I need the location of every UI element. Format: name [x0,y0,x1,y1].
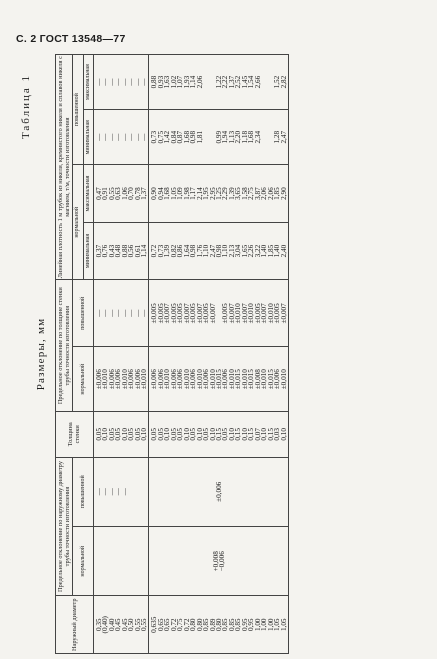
cell-value: 1,54 [247,75,256,89]
cell-value: 0,93 [156,75,165,89]
cell-value: — [139,78,148,86]
cell-value: 1,68 [163,187,172,200]
cell-list [93,110,149,165]
dimensions-table [55,54,289,654]
cell-value: ±0,010 [266,303,275,324]
cell-value: ±0,006 [176,369,185,390]
cell-value: ±0,006 [150,369,159,390]
cell-value: 0,50 [127,618,136,632]
cell-value: ±0,015 [247,369,256,390]
cell-value: ±0,005 [169,303,178,324]
cell-value: 0,43 [107,244,116,258]
cell-value: 0,15 [247,428,256,441]
cell-value: 1,05 [273,618,282,632]
cell-value: ±0,006 [221,369,230,390]
cell-value: ±0,010 [120,369,129,390]
cell-value: 0,48 [114,244,123,258]
cell-value: — [114,133,123,141]
cell-list [93,412,149,458]
cell-value: 0,72 [182,618,191,632]
cell-value: 1,28 [273,130,282,144]
cell-value: — [107,488,116,496]
cell-value: ±0,005 [189,303,198,324]
cell-value: ±0,005 [253,303,262,324]
cell-value: 1,39 [163,244,172,258]
cell-value: 0,84 [169,130,178,144]
cell-value: 0,05 [127,428,136,441]
cell-value: ±0,010 [163,369,172,390]
cell-value: ±0,007 [195,303,204,324]
cell-value: 0,95 [247,618,256,632]
cell-value: 0,10 [195,428,204,441]
cell-value: ±0,010 [247,303,256,324]
cell-value: — [120,488,129,496]
cell-value: ±0,006 [202,369,211,390]
cell-value: — [107,133,116,141]
cell-value: ±0,010 [260,369,269,390]
col-incr-min: минимальная [83,110,93,165]
col-density-normal: нормальной [73,165,83,280]
cell-value: 1,05 [279,618,288,632]
cell-value: ±0,015 [234,369,243,390]
cell-value: — [127,78,136,86]
col-wall-normal: нормальной [73,347,93,412]
cell-list [93,457,149,526]
cell-value: 0,94 [156,187,165,200]
cell-value: 0,78 [133,187,142,200]
cell-value: — [139,133,148,141]
cell-value: 1,17 [189,187,198,200]
cell-list [93,165,149,223]
cell-value: ±0,006 [133,369,142,390]
cell-value: 1,05 [169,187,178,200]
cell-value: ±0,007 [182,303,191,324]
cell-value: 0,15 [214,428,223,441]
cell-value: 1,40 [260,244,269,258]
cell-value: 0,10 [163,428,172,441]
cell-value: — [127,309,136,317]
cell-value: 0,05 [169,428,178,441]
cell-value: ±0,007 [240,303,249,324]
cell-value: 2,47 [279,130,288,144]
cell-value: ±0,007 [163,303,172,324]
cell-value: 0,73 [156,244,165,258]
cell-value: 1,07 [176,75,185,89]
cell-value: 1,76 [195,244,204,258]
cell-value: 0,05 [156,428,165,441]
col-incr-max: максимальная [83,55,93,110]
cell-value: 1,18 [240,130,249,144]
cell-value: 1,85 [266,244,275,258]
cell-value: 1,00 [266,618,275,632]
cell-value: 0,05 [150,428,159,441]
cell-value: 1,22 [214,75,223,89]
cell-list [149,222,289,280]
cell-value: ±0,010 [101,369,110,390]
cell-value: 1,13 [227,130,236,144]
cell-value: 3,87 [253,187,262,200]
cell-value: 0,91 [101,187,110,200]
cell-value: 1,42 [163,130,172,144]
cell-value: 0,10 [139,428,148,441]
cell-value: 2,40 [279,244,288,258]
cell-value: 1,64 [182,244,191,258]
cell-value: 1,14 [189,75,198,89]
cell-value: ±0,006 [94,369,103,390]
cell-value: — [120,309,129,317]
cell-value: 1,06 [120,187,129,200]
cell-value: 2,47 [208,244,217,258]
cell-value: 0,98 [189,130,198,144]
cell-list [149,596,289,654]
cell-value: 0,98 [214,244,223,258]
col-wall: Толщина стенки [56,412,94,458]
cell-value: 0,10 [208,428,217,441]
cell-value: 1,94 [221,130,230,144]
cell-value: 0,86 [176,244,185,258]
cell-value: — [94,309,103,317]
cell-value: 1,81 [195,130,204,144]
cell-value: ±0,010 [227,369,236,390]
col-outer-increased: повышенной [73,457,93,526]
cell-list [149,412,289,458]
cell-value: 1,37 [139,187,148,200]
cell-value: 2,06 [195,75,204,89]
cell-value: 0,10 [279,428,288,441]
cell-list [149,280,289,347]
cell-value: ±0,005 [221,303,230,324]
cell-value: 1,98 [182,187,191,200]
cell-value: ±0,006 [189,369,198,390]
cell-value: 0,80 [189,618,198,632]
cell-value: 1,52 [273,75,282,89]
col-density: Линейная плотность 1 м трубок из никеля, кремнистого никеля и сплавов никеля с магнием, т/м, точности изготовления [57,56,72,279]
cell-value: ±0,005 [150,303,159,324]
cell-value: 0,65 [156,618,165,632]
cell-value: 1,40 [273,244,282,258]
cell-value: 2,90 [279,187,288,200]
cell-value: 2,06 [260,187,269,200]
cell-multiline: +0,008 −0,006 [149,527,289,596]
table-row-group-2 [149,55,289,654]
col-normal-max: максимальная [83,165,93,223]
cell-value: ±0,007 [208,303,217,324]
cell-value: ±0,010 [234,303,243,324]
cell-value: 1,58 [240,187,249,200]
cell-value: 0,75 [156,130,165,144]
cell-value: ±0,010 [240,369,249,390]
cell-value: — [133,133,142,141]
cell-value: — [101,78,110,86]
cell-value: ±0,006 [156,369,165,390]
cell-value: 0,75 [176,618,185,632]
cell-value: 1,95 [202,187,211,200]
cell-value: — [107,309,116,317]
cell-value: — [94,133,103,141]
cell-value: 1,63 [163,75,172,89]
col-outer-deviation: Предельное отклонение по наружному диаметру трубы точности изготовления [56,457,73,596]
cell-value: 0,55 [133,618,142,632]
cell-value: 1,37 [227,75,236,89]
cell-value: 1,09 [176,187,185,200]
cell-value: 0,15 [266,428,275,441]
cell-value: 0,05 [114,428,123,441]
cell-value: — [133,309,142,317]
cell-value: 2,26 [247,244,256,258]
cell-value: 2,34 [253,130,262,144]
cell-value: 3,65 [234,187,243,200]
cell-value: 0,40 [107,618,116,632]
col-wall-increased: повышенной [73,280,93,347]
cell-value: 0,89 [208,618,217,632]
cell-value: 0,65 [163,618,172,632]
cell-value: 2,95 [208,187,217,200]
cell-value: 0,03 [273,428,282,441]
cell-value: 0,61 [133,244,142,258]
cell-value: — [120,78,129,86]
cell-value: — [94,78,103,86]
cell-value: — [101,133,110,141]
cell-value: 1,65 [240,244,249,258]
cell-list [93,280,149,347]
cell-value: 0,99 [214,130,223,144]
cell-value: 2,29 [221,187,230,200]
col-outer-diameter: Наружный диаметр [56,596,94,654]
col-density-increased: повышенной [73,55,83,165]
cell-value: 0,15 [234,428,243,441]
cell-value: 2,06 [266,187,275,200]
cell-value: 3,04 [234,244,243,258]
cell-value: — [133,78,142,86]
cell-value: 0,80 [195,618,204,632]
cell-value: 0,05 [94,428,103,441]
cell-list [149,165,289,223]
cell-value: 0,37 [94,244,103,258]
cell-value: — [94,488,103,496]
cell-value: 0,88 [150,75,159,89]
cell-value: 0,10 [260,428,269,441]
cell-value: 0,55 [107,187,116,200]
cell-value: 2,14 [195,187,204,200]
cell-list [149,347,289,412]
cell-value: — [114,488,123,496]
cell-value: 0,10 [182,428,191,441]
cell-value: ±0,010 [139,369,148,390]
cell-value: 1,68 [247,130,256,144]
cell-value: — [114,309,123,317]
cell-value: 1,02 [169,75,178,89]
cell-value: 0,05 [176,428,185,441]
cell-value: 0,56 [127,244,136,258]
cell-value: 0,07 [253,428,262,441]
table-caption: Размеры, мм [35,317,47,391]
cell-value: — [127,133,136,141]
cell-value: ±0,008 [253,369,262,390]
cell-value: 1,14 [139,244,148,258]
cell-value: 1,25 [214,187,223,200]
cell-list [93,596,149,654]
cell-value: 0,85 [221,618,230,632]
cell-value: 1,85 [273,187,282,200]
cell-value: 2,22 [221,75,230,89]
cell-value: ±0,005 [176,303,185,324]
cell-value: ±0,010 [208,369,217,390]
cell-value: — [107,78,116,86]
cell-value: — [120,133,129,141]
cell-value: ±0,006 [169,369,178,390]
cell-value: 0,05 [221,428,230,441]
cell-list [93,347,149,412]
table-row-group-1 [93,55,149,654]
cell-value: ±0,007 [279,303,288,324]
cell-value: 1,00 [260,618,269,632]
cell-value: 0,85 [202,618,211,632]
cell-value: — [101,309,110,317]
cell-value: 0,10 [120,428,129,441]
cell-value: 1,68 [182,130,191,144]
cell-value: 0,80 [214,618,223,632]
cell-value: 0,45 [120,618,129,632]
cell-value: 2,52 [234,75,243,89]
cell-value: 0,85 [234,618,243,632]
cell-value: 1,45 [240,75,249,89]
cell-value: ±0,006 [273,369,282,390]
page-header: С. 2 ГОСТ 13548—77 [16,33,126,45]
cell-value: 0,10 [227,428,236,441]
cell-value: 0,72 [150,244,159,258]
cell-value: — [101,488,110,496]
cell-value: ±0,005 [202,303,211,324]
cell-value: 0,76 [101,244,110,258]
rotated-table-sheet [17,54,437,654]
cell-value: 0,72 [169,618,178,632]
cell-value: 0,90 [150,187,159,200]
cell-value: 0,10 [101,428,110,441]
cell-value: 1,10 [202,244,211,258]
cell-value: ±0,007 [227,303,236,324]
cell-value: 0,95 [240,618,249,632]
cell-value: 0,88 [120,244,129,258]
cell-value: ±0,006 [114,369,123,390]
cell-value: 0,635 [150,616,159,633]
cell-value: 0,85 [227,618,236,632]
cell-value: ±0,015 [266,369,275,390]
cell-value: 0,35 [94,618,103,632]
cell-empty [93,527,149,596]
cell-value: 2,13 [227,244,236,258]
cell-value: 0,98 [189,244,198,258]
cell-value: ±0,015 [214,369,223,390]
col-normal-min: минимальная [83,222,93,280]
cell-value: 0,82 [169,244,178,258]
cell-value: 2,75 [247,187,256,200]
cell-value: ±0,005 [273,303,282,324]
cell-value: (0,40) [101,616,110,634]
table-title: Таблица 1 [20,74,32,140]
cell-value: 0,05 [202,428,211,441]
cell-value: 2,82 [279,75,288,89]
cell-value: 0,45 [114,618,123,632]
cell-value: 0,05 [133,428,142,441]
cell-list [93,222,149,280]
cell-value: 0,47 [94,187,103,200]
col-wall-deviation: Предельное отклонение по толщине стенки трубы точности изготовления [56,280,73,412]
cell-list [149,110,289,165]
cell-value: 0,05 [107,428,116,441]
cell-value: ±0,010 [195,369,204,390]
cell-value: ±0,005 [156,303,165,324]
cell-list [149,55,289,110]
cell-value: 0,05 [189,428,198,441]
cell-value: — [114,78,123,86]
cell-value: — [139,309,148,317]
cell-single: ±0,006 [149,457,289,526]
cell-value: ±0,007 [260,303,269,324]
cell-value: 2,20 [234,130,243,144]
cell-value: 0,63 [114,187,123,200]
cell-value: 0,55 [139,618,148,632]
cell-value: 0,10 [240,428,249,441]
cell-value: ±0,010 [279,369,288,390]
cell-value: 1,39 [227,187,236,200]
cell-value: 1,00 [253,618,262,632]
cell-value: 1,10 [221,244,230,258]
cell-value: 2,66 [253,75,262,89]
cell-value: ±0,006 [127,369,136,390]
cell-value: 1,93 [182,75,191,89]
col-outer-normal: нормальной [73,527,93,596]
cell-value: ±0,010 [182,369,191,390]
cell-value: 0,70 [127,187,136,200]
cell-value: 0,87 [176,130,185,144]
cell-value: ±0,006 [107,369,116,390]
cell-list [93,55,149,110]
cell-value: 0,73 [150,130,159,144]
cell-value: 3,22 [253,244,262,258]
